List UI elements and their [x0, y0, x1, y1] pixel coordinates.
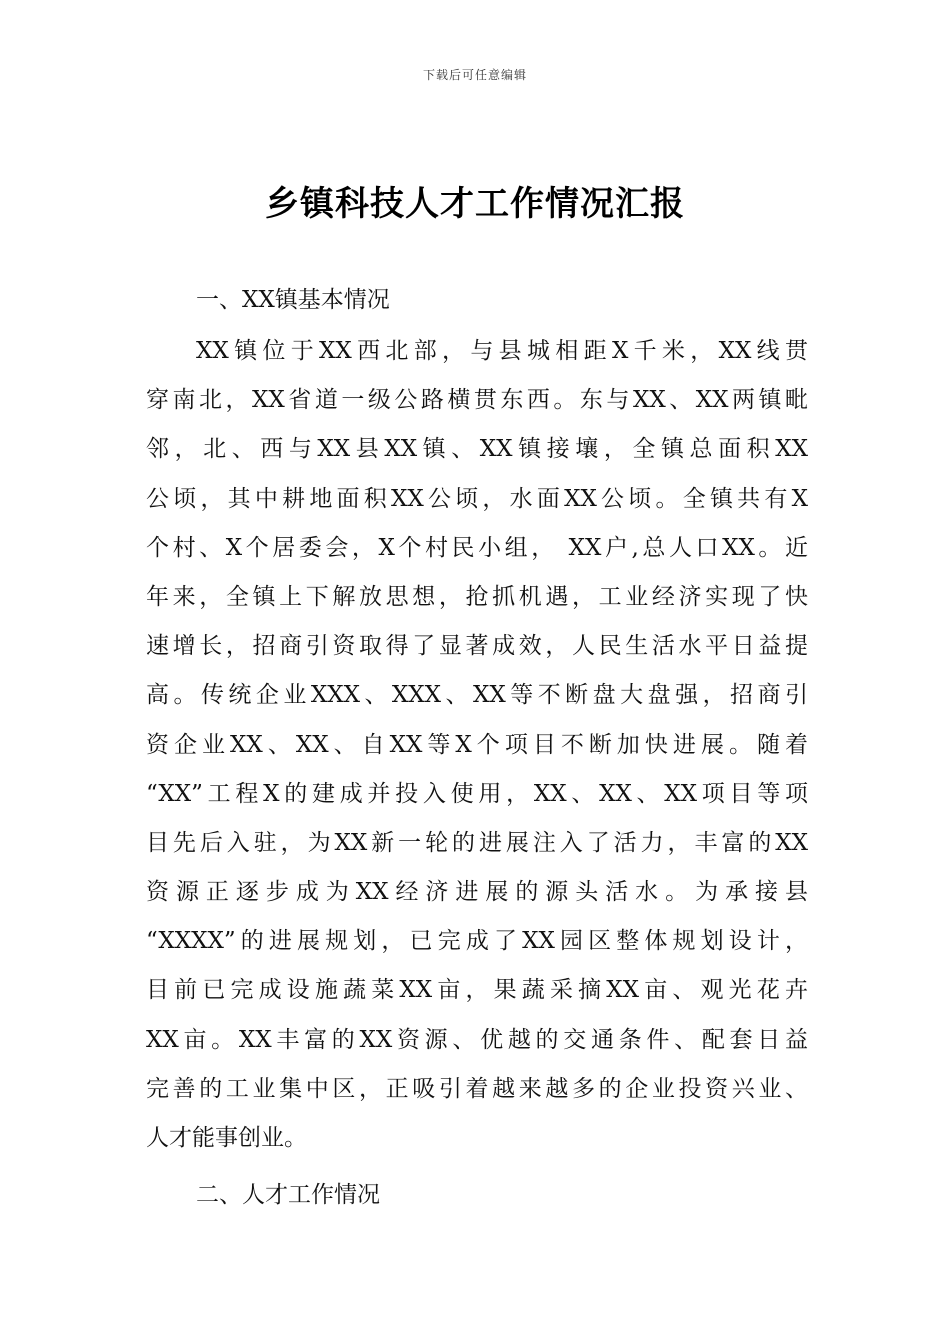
paragraph-line: “XXXX”的进展规划，已完成了XX园区整体规划设计， [146, 928, 808, 955]
paragraph-line: 年来，全镇上下解放思想，抢抓机遇，工业经济实现了快 [146, 583, 808, 610]
paragraph-line: 完善的工业集中区，正吸引着越来越多的企业投资兴业、 [146, 1075, 808, 1102]
paragraph-line: 穿南北，XX省道一级公路横贯东西。东与XX、XX两镇毗 [146, 387, 808, 414]
section-heading-1: 一、XX镇基本情况 [196, 287, 390, 313]
paragraph-line: “XX”工程X的建成并投入使用，XX、XX、XX项目等项 [146, 780, 808, 807]
body-paragraph [146, 333, 808, 1169]
paragraph-line: XX亩。XX丰富的XX资源、优越的交通条件、配套日益 [146, 1026, 808, 1053]
paragraph-line: 目前已完成设施蔬菜XX亩，果蔬采摘XX亩、观光花卉 [146, 977, 808, 1004]
paragraph-line: 公顷，其中耕地面积XX公顷，水面XX公顷。全镇共有X [146, 485, 808, 512]
paragraph-line: 个村、X个居委会，X个村民小组， XX户,总人口XX。近 [146, 534, 808, 561]
document-title: 乡镇科技人才工作情况汇报 [265, 184, 685, 224]
section-heading-2: 二、人才工作情况 [196, 1182, 380, 1208]
header-note: 下载后可任意编辑 [422, 68, 527, 82]
paragraph-line: 人才能事创业。 [146, 1125, 307, 1151]
paragraph-line: XX镇位于XX西北部，与县城相距X千米，XX线贯 [196, 338, 808, 364]
paragraph-line: 高。传统企业XXX、XXX、XX等不断盘大盘强，招商引 [146, 682, 808, 709]
paragraph-line: 速增长，招商引资取得了显著成效，人民生活水平日益提 [146, 633, 808, 660]
paragraph-line: 目先后入驻，为XX新一轮的进展注入了活力，丰富的XX [146, 829, 808, 856]
paragraph-line: 资企业XX、XX、自XX等X个项目不断加快进展。随着 [146, 731, 808, 758]
paragraph-line: 邻，北、西与XX县XX镇、XX镇接壤，全镇总面积XX [146, 436, 808, 463]
paragraph-line: 资源正逐步成为XX经济进展的源头活水。为承接县 [146, 879, 808, 906]
